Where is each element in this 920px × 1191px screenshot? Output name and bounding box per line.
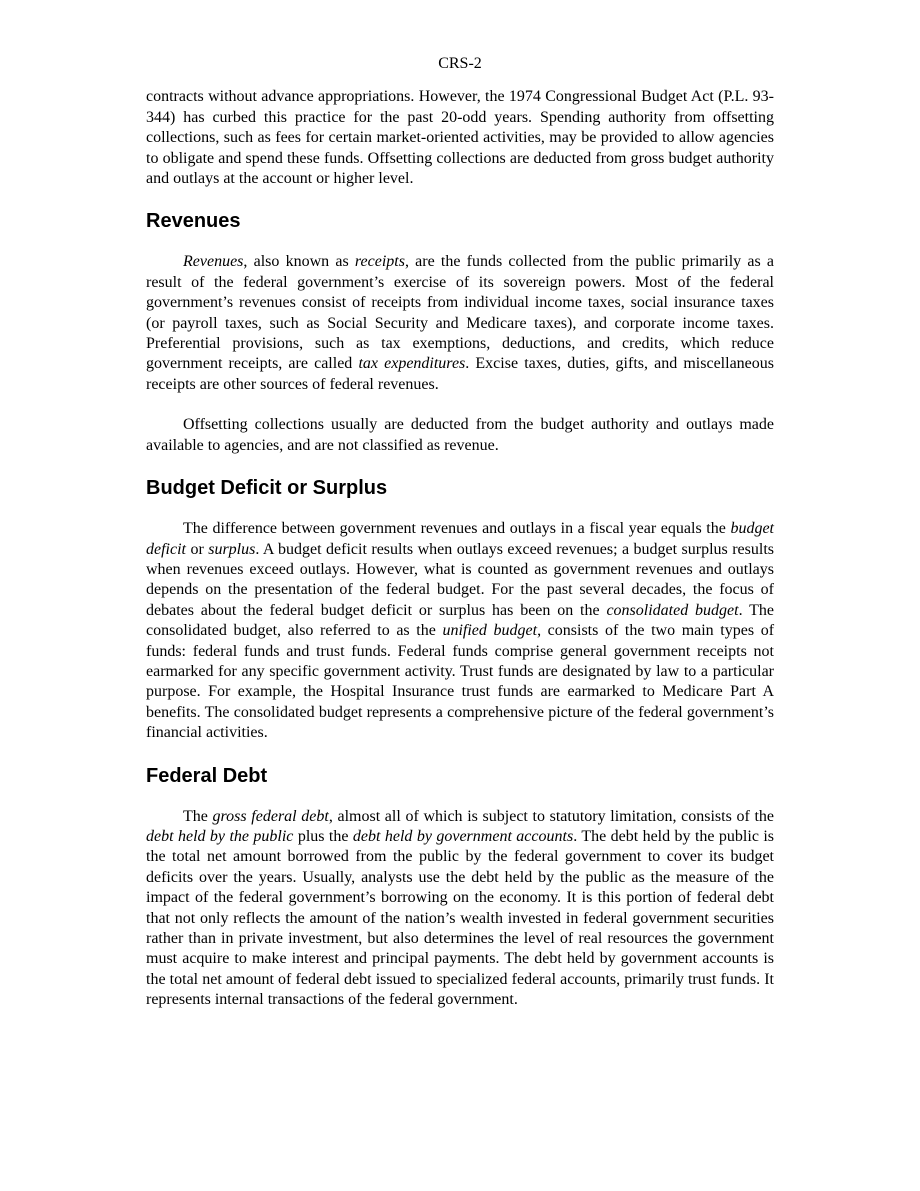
term-tax-expenditures: tax expenditures (358, 355, 466, 373)
term-receipts: receipts (354, 253, 405, 271)
section-heading-budget-deficit: Budget Deficit or Surplus (146, 477, 388, 500)
term-consolidated-budget: consolidated budget (606, 601, 739, 619)
document-page (146, 54, 774, 1011)
section-heading-federal-debt: Federal Debt (146, 764, 268, 787)
term-budget-deficit: budget deficit (146, 520, 774, 558)
section-heading-revenues: Revenues (146, 210, 241, 233)
deficit-paragraph: The difference between government revenues and outlays in a fiscal year equals the budget deficit or surplus. A budget deficit results when outlays exceed revenues; a budget surplus results when revenues exceed outlays. However, what is counted as government revenues and outlays depends on the presentation of the federal budget. For the past several decades, the focus of debates about the federal budget deficit or surplus has been on the consolidated budget. The consolidated budget, also referred to as the unified budget, consists of the two main types of funds: federal funds and trust funds. Federal funds comprise general government receipts not earmarked for any specific government activity. Trust funds are designated by law to a particular purpose. For example, the Hospital Insurance trust funds are earmarked to Medicare Part A benefits. The consolidated budget represents a comprehensive picture of the federal government’s financial activities. (146, 520, 775, 742)
term-gross-federal-debt: gross federal debt (212, 807, 329, 825)
intro-paragraph: contracts without advance appropriations. However, the 1974 Congressional Budget Act (P.L. 93-344) has curbed this practice for the past 20-odd years. Spending authority from offsetting collections, such as fees for certain market-oriented activities, may be provided to allow agencies to obligate and spend these funds. Offsetting collections are deducted from gross budget authority and outlays at the account or higher level. (146, 88, 774, 188)
revenues-paragraph-2: Offsetting collections usually are deducted from the budget authority and outlays made available to agencies, and are not classified as revenue. (146, 416, 774, 454)
page-number: CRS-2 (438, 55, 482, 72)
term-surplus: surplus (208, 540, 256, 558)
term-debt-held-by-government-accounts: debt held by government accounts (352, 827, 574, 845)
revenues-paragraph-1: Revenues, also known as receipts, are the funds collected from the public primarily as a result of the federal government’s exercise of its sovereign powers. Most of the federal government’s revenues consist of receipts from individual income taxes, social insurance taxes (or payroll taxes, such as Social Security and Medicare taxes), and corporate income taxes. Preferential provisions, such as tax exemptions, deductions, and credits, which reduce government receipts, are called tax expenditures. Excise taxes, duties, gifts, and miscellaneous receipts are other sources of federal revenues. (146, 253, 775, 393)
term-revenues: Revenues (183, 253, 244, 271)
debt-paragraph: The gross federal debt, almost all of which is subject to statutory limitation, consists of the debt held by the public plus the debt held by government accounts. The debt held by the public is the total net amount borrowed from the public by the federal government to cover its budget deficits over the years. Usually, analysts use the debt held by the public as the measure of the impact of the federal government’s borrowing on the economy. It is this portion of federal debt that not only reflects the amount of the nation’s wealth invested in federal government securities rather than in private investment, but also determines the level of real resources the government must acquire to make interest and principal payments. The debt held by government accounts is the total net amount of federal debt issued to specialized federal accounts, primarily trust funds. It represents internal transactions of the federal government. (146, 807, 775, 1009)
term-unified-budget: unified budget (442, 622, 538, 640)
term-debt-held-by-public: debt held by the public (146, 827, 294, 845)
